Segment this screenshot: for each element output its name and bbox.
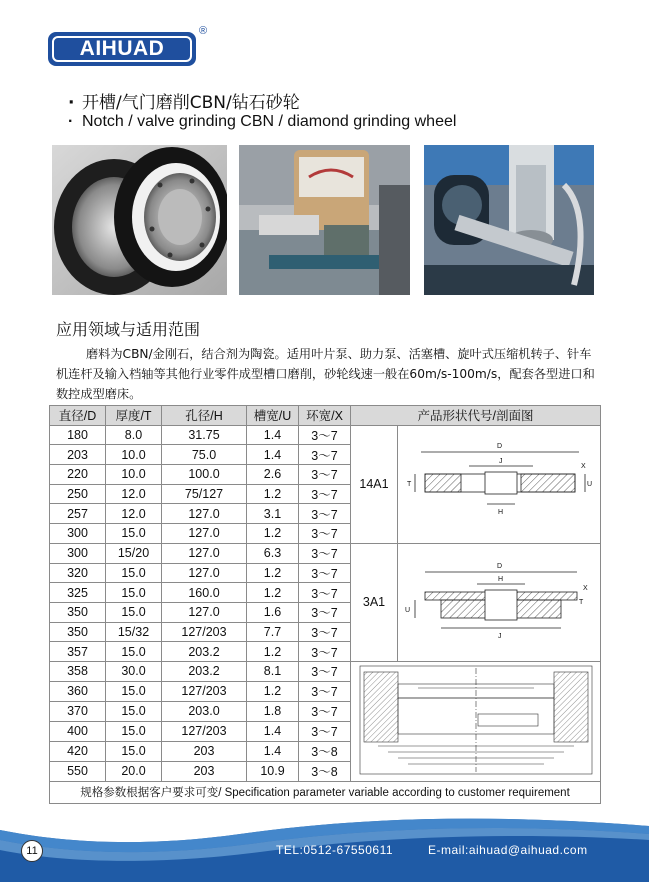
cell-diameter: 300 [50, 524, 106, 544]
cell-diameter: 360 [50, 681, 106, 701]
cell-slot-width: 2.6 [247, 465, 299, 485]
description-text: 磨料为CBN/金刚石，结合剂为陶瓷。适用叶片泵、助力泵、活塞槽、旋叶式压缩机转子、针车机连杆及输入档轴等其他行业零件成型槽口磨削，砂轮线速一般在60m/s-100m/s，配套各型进口和数控成型磨床。 [56, 347, 595, 401]
cell-hole: 127/203 [162, 681, 247, 701]
cell-hole: 75.0 [162, 445, 247, 465]
cell-slot-width: 1.6 [247, 602, 299, 622]
cell-diameter: 350 [50, 602, 106, 622]
cell-ring-width: 3～7 [299, 543, 351, 563]
cell-slot-width: 1.4 [247, 445, 299, 465]
cell-hole: 31.75 [162, 425, 247, 445]
cell-diameter: 257 [50, 504, 106, 524]
cell-ring-width: 3～7 [299, 642, 351, 662]
photo-grinding-machine [239, 145, 410, 295]
footer-email: E-mail:aihuad@aihuad.com [428, 843, 588, 857]
cell-hole: 203.0 [162, 701, 247, 721]
table-row [50, 543, 601, 563]
cell-thickness: 15/20 [106, 543, 162, 563]
header-thickness: 厚度/T [106, 406, 162, 426]
cell-hole: 203.2 [162, 661, 247, 681]
shape-code: 3A1 [351, 543, 398, 661]
header-ring-width: 环宽/X [299, 406, 351, 426]
section-title: 应用领域与适用范围 [56, 320, 201, 339]
title-english-text: Notch / valve grinding CBN / diamond grinding wheel [82, 113, 457, 130]
table-row [50, 425, 601, 445]
cell-diameter: 300 [50, 543, 106, 563]
cell-hole: 127.0 [162, 504, 247, 524]
cell-thickness: 15/32 [106, 622, 162, 642]
cell-slot-width: 1.4 [247, 425, 299, 445]
cell-ring-width: 3～7 [299, 721, 351, 741]
cell-ring-width: 3～7 [299, 465, 351, 485]
cell-diameter: 420 [50, 741, 106, 761]
cell-slot-width: 1.8 [247, 701, 299, 721]
cell-hole: 127/203 [162, 622, 247, 642]
cell-ring-width: 3～8 [299, 761, 351, 781]
cell-diameter: 357 [50, 642, 106, 662]
cell-diameter: 250 [50, 484, 106, 504]
cell-ring-width: 3～7 [299, 484, 351, 504]
cell-ring-width: 3～7 [299, 524, 351, 544]
cell-slot-width: 7.7 [247, 622, 299, 642]
cell-thickness: 15.0 [106, 583, 162, 603]
header-hole: 孔径/H [162, 406, 247, 426]
cell-slot-width: 1.2 [247, 484, 299, 504]
cell-thickness: 15.0 [106, 602, 162, 622]
registered-mark: ® [199, 25, 208, 37]
shape-diagram-cell [398, 543, 601, 661]
table-header-row [50, 406, 601, 426]
cell-slot-width: 1.2 [247, 642, 299, 662]
cell-hole: 127.0 [162, 563, 247, 583]
label-X: X [583, 584, 588, 592]
cell-thickness: 15.0 [106, 721, 162, 741]
photo-grinding-wheels [52, 145, 227, 295]
shape-diagram-cell [398, 425, 601, 543]
table-row [50, 661, 601, 681]
cell-thickness: 8.0 [106, 425, 162, 445]
footer-telephone: TEL:0512-67550611 [276, 843, 394, 857]
label-U: U [405, 606, 411, 614]
cell-slot-width: 1.4 [247, 741, 299, 761]
cell-hole: 203 [162, 741, 247, 761]
label-T: T [579, 598, 584, 606]
cell-thickness: 12.0 [106, 484, 162, 504]
cell-ring-width: 3～7 [299, 602, 351, 622]
label-D: D [497, 442, 503, 450]
cell-diameter: 325 [50, 583, 106, 603]
cell-slot-width: 1.4 [247, 721, 299, 741]
shape-code: 14A1 [351, 425, 398, 543]
cell-ring-width: 3～7 [299, 563, 351, 583]
label-T: T [407, 480, 412, 488]
bullet-icon: · [68, 113, 74, 130]
cell-hole: 75/127 [162, 484, 247, 504]
cell-ring-width: 3～7 [299, 681, 351, 701]
cell-thickness: 12.0 [106, 504, 162, 524]
label-H: H [498, 508, 504, 516]
photo-spindle-grinding [424, 145, 594, 295]
cell-hole: 100.0 [162, 465, 247, 485]
cell-thickness: 15.0 [106, 524, 162, 544]
cell-thickness: 15.0 [106, 701, 162, 721]
cell-slot-width: 3.1 [247, 504, 299, 524]
cell-hole: 203.2 [162, 642, 247, 662]
cell-thickness: 15.0 [106, 563, 162, 583]
cell-thickness: 15.0 [106, 642, 162, 662]
cell-slot-width: 1.2 [247, 563, 299, 583]
label-H: H [498, 575, 504, 583]
header-shape-code: 产品形状代号/剖面图 [351, 406, 601, 426]
cell-ring-width: 3～7 [299, 504, 351, 524]
cell-ring-width: 3～7 [299, 445, 351, 465]
aihuad-logo [48, 32, 196, 66]
bullet-icon: · [68, 93, 75, 113]
title-chinese [68, 88, 300, 113]
cell-ring-width: 3～7 [299, 661, 351, 681]
cell-diameter: 220 [50, 465, 106, 485]
label-D: D [497, 562, 503, 570]
cell-ring-width: 3～7 [299, 583, 351, 603]
cell-hole: 127/203 [162, 721, 247, 741]
cell-slot-width: 1.2 [247, 681, 299, 701]
cell-slot-width: 8.1 [247, 661, 299, 681]
section-diagram-3a1 [401, 546, 597, 656]
cell-diameter: 320 [50, 563, 106, 583]
cell-hole: 127.0 [162, 602, 247, 622]
cell-ring-width: 3～7 [299, 701, 351, 721]
cell-thickness: 10.0 [106, 465, 162, 485]
cell-diameter: 550 [50, 761, 106, 781]
table-body [50, 425, 601, 781]
cell-thickness: 15.0 [106, 741, 162, 761]
cell-ring-width: 3～7 [299, 622, 351, 642]
cell-hole: 160.0 [162, 583, 247, 603]
cell-slot-width: 1.2 [247, 524, 299, 544]
header-slot-width: 槽宽/U [247, 406, 299, 426]
title-english [68, 113, 456, 131]
cell-ring-width: 3～8 [299, 741, 351, 761]
header-diameter: 直径/D [50, 406, 106, 426]
shape-diagram-cell [351, 661, 601, 781]
page-number: 11 [21, 840, 43, 862]
label-X: X [581, 462, 586, 470]
cell-diameter: 370 [50, 701, 106, 721]
label-J: J [499, 457, 503, 465]
cell-thickness: 15.0 [106, 681, 162, 701]
cell-thickness: 10.0 [106, 445, 162, 465]
label-U: U [587, 480, 593, 488]
cell-diameter: 203 [50, 445, 106, 465]
cell-hole: 203 [162, 761, 247, 781]
cell-slot-width: 1.2 [247, 583, 299, 603]
cell-diameter: 180 [50, 425, 106, 445]
cell-diameter: 350 [50, 622, 106, 642]
label-J: J [498, 632, 502, 640]
table-footnote-row [50, 781, 601, 803]
logo-text: AIHUAD [52, 36, 192, 62]
cell-hole: 127.0 [162, 543, 247, 563]
cell-diameter: 358 [50, 661, 106, 681]
table-footnote: 规格参数根据客户要求可变/ Specification parameter variable according to customer requirement [50, 781, 601, 803]
title-chinese-text: 开槽/气门磨削CBN/钻石砂轮 [82, 93, 300, 113]
cell-thickness: 30.0 [106, 661, 162, 681]
section-description [56, 344, 596, 404]
cell-diameter: 400 [50, 721, 106, 741]
cell-thickness: 20.0 [106, 761, 162, 781]
section-diagram-technical-drawing [358, 664, 594, 776]
cell-slot-width: 6.3 [247, 543, 299, 563]
cell-ring-width: 3～7 [299, 425, 351, 445]
section-diagram-14a1 [401, 428, 597, 538]
spec-table [49, 405, 601, 804]
cell-slot-width: 10.9 [247, 761, 299, 781]
cell-hole: 127.0 [162, 524, 247, 544]
